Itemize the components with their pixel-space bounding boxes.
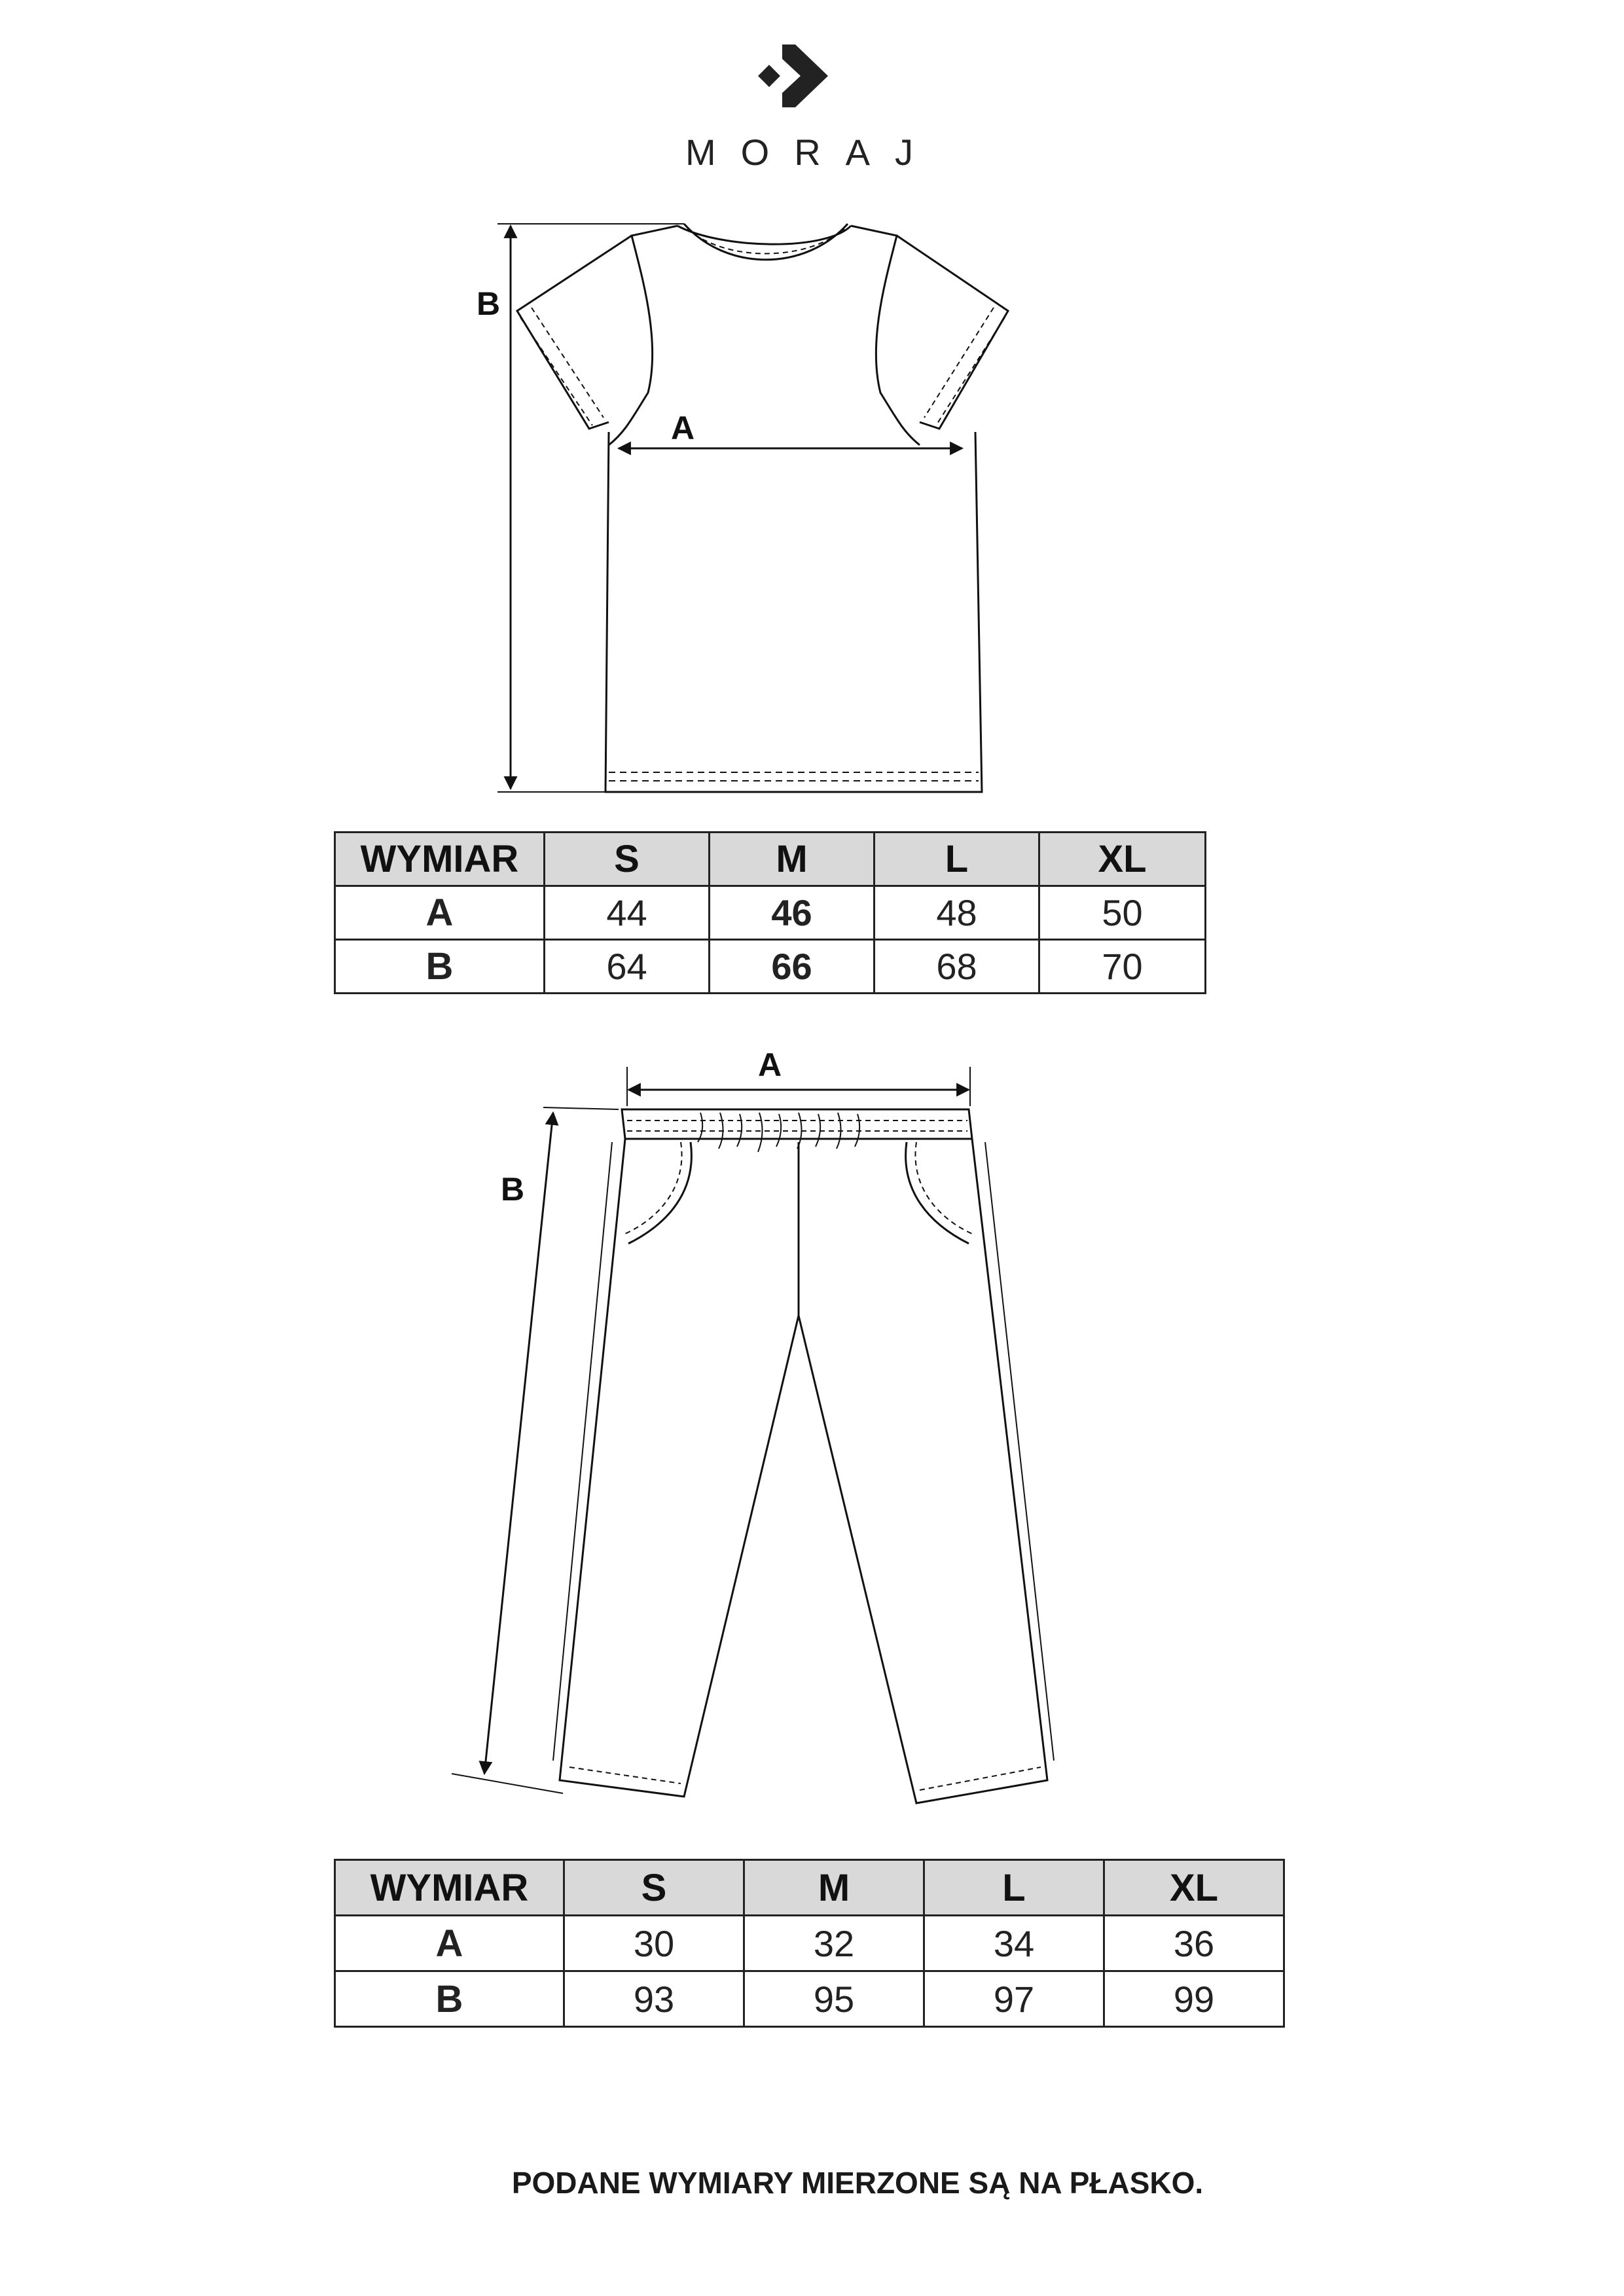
shirt-label-a: A [671,410,695,446]
pants-cell: 36 [1104,1916,1284,1971]
shirt-cell: 46 [710,886,875,940]
pants-size-table [334,1859,1285,2028]
shirt-row-a-label: A [335,886,545,940]
pants-cell: 30 [564,1916,744,1971]
table-row [335,1971,1284,2027]
shirt-cell: 64 [545,940,710,994]
table-row [335,886,1206,940]
shirt-row-b-label: B [335,940,545,994]
pants-row-a-label: A [335,1916,564,1971]
pants-header-m: M [744,1860,924,1916]
shirt-header-m: M [710,833,875,886]
pants-header-wymiar: WYMIAR [335,1860,564,1916]
shirt-cell: 68 [875,940,1039,994]
pants-row-b-label: B [335,1971,564,2027]
shirt-header-s: S [545,833,710,886]
shirt-header-wymiar: WYMIAR [335,833,545,886]
shirt-cell: 70 [1039,940,1206,994]
shirt-cell: 50 [1039,886,1206,940]
shirt-size-table [334,831,1206,994]
pants-header-l: L [924,1860,1104,1916]
tshirt-outline [517,224,1008,792]
table-row [335,940,1206,994]
pants-cell: 34 [924,1916,1104,1971]
shirt-cell: 48 [875,886,1039,940]
shirt-cell: 66 [710,940,875,994]
table-row [335,1916,1284,1971]
pants-outline [553,1109,1054,1803]
pants-cell: 95 [744,1971,924,2027]
pants-cell: 97 [924,1971,1104,2027]
pants-label-a: A [758,1047,782,1083]
measurement-note: PODANE WYMIARY MIERZONE SĄ NA PŁASKO. [511,2166,1204,2200]
brand-wordmark: MORAJ [685,132,938,173]
pants-cell: 99 [1104,1971,1284,2027]
pants-cell: 93 [564,1971,744,2027]
shirt-label-b: B [477,285,501,322]
shirt-cell: 44 [545,886,710,940]
pants-label-b: B [501,1171,525,1208]
pants-header-s: S [564,1860,744,1916]
shirt-header-xl: XL [1039,833,1206,886]
pants-cell: 32 [744,1916,924,1971]
pants-header-xl: XL [1104,1860,1284,1916]
shirt-header-l: L [875,833,1039,886]
pants-dim-b-line [484,1113,553,1774]
